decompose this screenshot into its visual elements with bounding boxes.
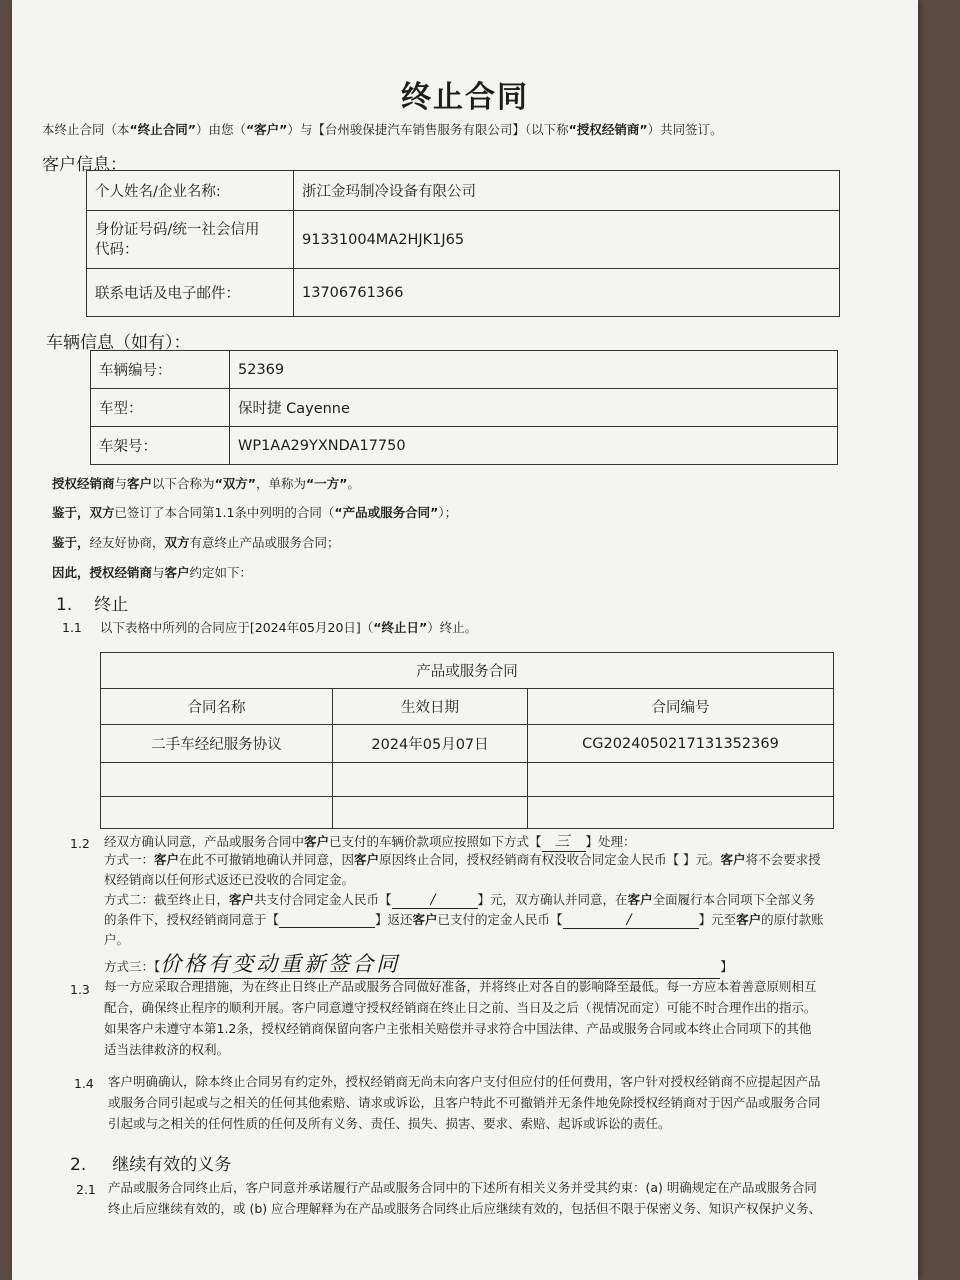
table-cell [528,763,834,797]
clause-text: 方式三：【 [104,959,161,974]
table-header-row [101,689,834,725]
recital-text: 。 [347,476,360,491]
clause-line: 如果客户未遵守本第1.2条，授权经销商保留向客户主张相关赔偿并寻求符合中国法律、产品或服务合同或本终止合同项下的其他 [104,1021,812,1036]
table-cell [101,763,333,797]
clause-text: 的原付款账 [761,912,824,927]
clause-text: 】处理： [585,834,636,849]
clause-text: 的条件下，授权经销商同意于【 [104,912,280,927]
clause-2-1-body [108,1177,898,1219]
recital-2 [52,503,457,521]
table-cell: CG2024050217131352369 [528,725,834,763]
clause-term: 客户 [627,892,653,907]
table-cell [333,797,528,829]
vehicle-number-value: 52369 [230,351,838,389]
table-row [91,427,838,465]
recital-3 [52,533,340,551]
document-page [12,0,918,1280]
table-row [101,763,834,797]
clause-2-1-number: 2.1 [76,1182,96,1197]
clause-text: 】元，双方确认并同意，在 [477,892,628,907]
clause-1-4-number: 1.4 [74,1076,94,1091]
method-1-line-2: 权经销商以任何形式返还已没收的合同定金。 [104,872,355,887]
clause-text: 经双方确认同意，产品或服务合同中 [104,834,305,849]
recital-term: “产品或服务合同” [334,505,439,520]
intro-text: ）由您（ [195,122,246,137]
clause-line: 引起或与之相关的任何性质的任何及所有义务、责任、损失、损害、要求、索赔、起诉或诉讼的责任。 [108,1116,671,1131]
recital-text: 以下合称为 [152,476,215,491]
table-caption-row [101,653,834,689]
clause-text: 将不会要求授 [745,852,821,867]
recital-4 [52,563,252,581]
intro-term: “授权经销商” [568,122,648,137]
clause-term: 客户 [736,912,762,927]
section-number: 2. [70,1155,87,1175]
vehicle-section-heading: 车辆信息（如有）： [46,333,191,353]
recital-1 [52,474,360,492]
section-title: 终止 [94,595,129,615]
table-row [91,351,838,389]
clause-line: 产品或服务合同终止后，客户同意并承诺履行产品或服务合同中的下述所有相关义务并受其约束：(a) 明确规定在产品或服务合同 [108,1180,817,1195]
clause-text: 已支付的车辆价款项应按照如下方式【 [329,834,542,849]
method-2-line-1 [104,890,815,909]
intro-term: “终止合同” [129,122,196,137]
clause-line: 终止后应继续有效的，或 (b) 应合理解释为在产品或服务合同终止后应继续有效的，包括但不限于保密义务、知识产权保护义务、 [108,1201,822,1216]
customer-contact-label: 联系电话及电子邮件： [87,269,294,317]
clause-text: 共支付合同定金人民币【 [254,892,392,907]
vehicle-model-label: 车型： [91,389,230,427]
recital-text: 约定如下： [189,565,253,580]
intro-text: ）与【台州骏保捷汽车销售服务有限公司】（以下称 [287,122,569,137]
clause-term: “终止日” [373,620,428,635]
clause-number: 1.1 [62,620,82,635]
recital-text: 有意终止产品或服务合同； [189,535,340,550]
method-1-line-1 [104,850,821,868]
clause-text: 原因终止合同，授权经销商有权没收合同定金人民币【 】元。 [379,852,721,867]
table-row [87,171,840,211]
vehicle-vin-value: WP1AA29YXNDA17750 [230,427,838,465]
table-cell [101,797,333,829]
vehicle-info-table [90,350,838,465]
recital-term: “一方” [306,476,348,491]
recital-term: 双方 [164,535,190,550]
clause-text: 方式一： [104,852,155,867]
section-1-heading [56,590,128,615]
recital-text: 与 [152,565,165,580]
clause-line: 配合，确保终止程序的顺利开展。客户同意遵守授权经销商在终止日之前、当日及之后（视情况而定）可能不时合理作出的指示。 [104,1000,817,1015]
method-2-line-3: 户。 [104,932,130,947]
customer-contact-value: 13706761366 [294,269,840,317]
section-title: 继续有效的义务 [112,1155,232,1175]
clause-1-4-body [108,1071,898,1134]
handwritten-slash: / [392,892,478,909]
vehicle-number-label: 车辆编号： [91,351,230,389]
table-cell: 二手车经纪服务协议 [101,725,333,763]
contract-table [100,652,834,829]
recital-text: 经友好协商， [89,535,165,550]
clause-term: 客户 [720,852,746,867]
intro-term: “客户” [245,122,288,137]
blank-date [279,912,375,928]
clause-term: 客户 [229,892,255,907]
vehicle-vin-label: 车架号： [91,427,230,465]
customer-name-value: 浙江金玛制冷设备有限公司 [294,171,840,211]
id-label-line: 身份证号码/统一社会信用 [95,221,260,238]
recital-term: “双方” [214,476,256,491]
clause-text: 】 [720,959,733,974]
clause-term: 客户 [354,852,380,867]
header-contract-name: 合同名称 [101,689,333,725]
clause-text: 】元至 [698,912,737,927]
recital-text: ）； [438,505,458,520]
recital-term: 客户 [164,565,190,580]
recital-term: 授权经销商 [52,476,115,491]
recital-text: 已签订了本合同第1.1条中列明的合同（ [114,505,335,520]
section-2-heading [70,1150,231,1175]
document-title: 终止合同 [401,80,529,115]
method-3-line [104,948,733,979]
intro-paragraph [42,120,723,138]
table-row [101,725,834,763]
header-effective-date: 生效日期 [333,689,528,725]
table-row [91,389,838,427]
header-contract-number: 合同编号 [528,689,834,725]
clause-1-2-number: 1.2 [70,836,90,851]
customer-name-label: 个人姓名/企业名称: [87,171,294,211]
recital-text: 与 [114,476,128,491]
clause-1-3-number: 1.3 [70,982,90,997]
customer-id-label [87,211,294,269]
clause-text: ）终止。 [427,620,478,635]
clause-1-2-intro [104,830,636,852]
section-number: 1. [56,595,73,615]
clause-text: 已支付的定金人民币【 [437,912,563,927]
clause-line: 客户明确确认，除本终止合同另有约定外，授权经销商无尚未向客户支付但应付的任何费用，客户针对授权经销商不应提起因产品 [108,1074,821,1089]
handwritten-method-3: 价格有变动重新签合同 [160,948,720,979]
recital-text: ，单称为 [256,476,307,491]
table-row [87,269,840,317]
handwritten-slash: / [563,912,699,929]
clause-line: 或服务合同引起或与之相关的任何其他索赔、请求或诉讼，且客户特此不可撤销并无条件地免除授权经销商对于因产品或服务合同 [108,1095,821,1110]
table-row [87,211,840,269]
clause-1-3-body [104,976,894,1060]
customer-info-table [86,170,840,317]
clause-text: 在此不可撤销地确认并同意，因 [179,852,355,867]
contract-table-caption: 产品或服务合同 [101,653,834,689]
recital-term: 客户 [127,476,153,491]
clause-text: 方式二：截至终止日， [104,892,230,907]
clause-text: 】返还 [375,912,413,927]
clause-1-1 [62,618,477,636]
clause-term: 客户 [304,834,330,849]
recital-term: 鉴于， [52,535,90,550]
table-cell [333,763,528,797]
intro-text: 本终止合同（本 [42,122,130,137]
recital-term: 鉴于，双方 [52,505,115,520]
table-row [101,797,834,829]
id-label-line: 代码： [95,241,139,258]
clause-term: 客户 [412,912,438,927]
vehicle-model-value: 保时捷 Cayenne [230,389,838,427]
clause-text: 以下表格中所列的合同应于[2024年05月20日]（ [99,620,374,635]
clause-line: 适当法律救济的权利。 [104,1042,230,1057]
method-2-line-2 [104,910,824,929]
customer-id-value: 91331004MA2HJK1J65 [294,211,840,269]
clause-term: 客户 [154,852,180,867]
intro-text: ）共同签订。 [647,122,723,137]
clause-line: 每一方应采取合理措施，为在终止日终止产品或服务合同做好准备，并将终止对各自的影响降至最低。每一方应本着善意原则相互 [104,979,817,994]
customer-section-heading: 客户信息： [42,155,127,175]
table-cell: 2024年05月07日 [333,725,528,763]
recital-term: 因此，授权经销商 [52,565,153,580]
table-cell [528,797,834,829]
clause-text: 全面履行本合同项下全部义务 [652,892,816,907]
handwritten-choice: 三 [542,830,586,852]
